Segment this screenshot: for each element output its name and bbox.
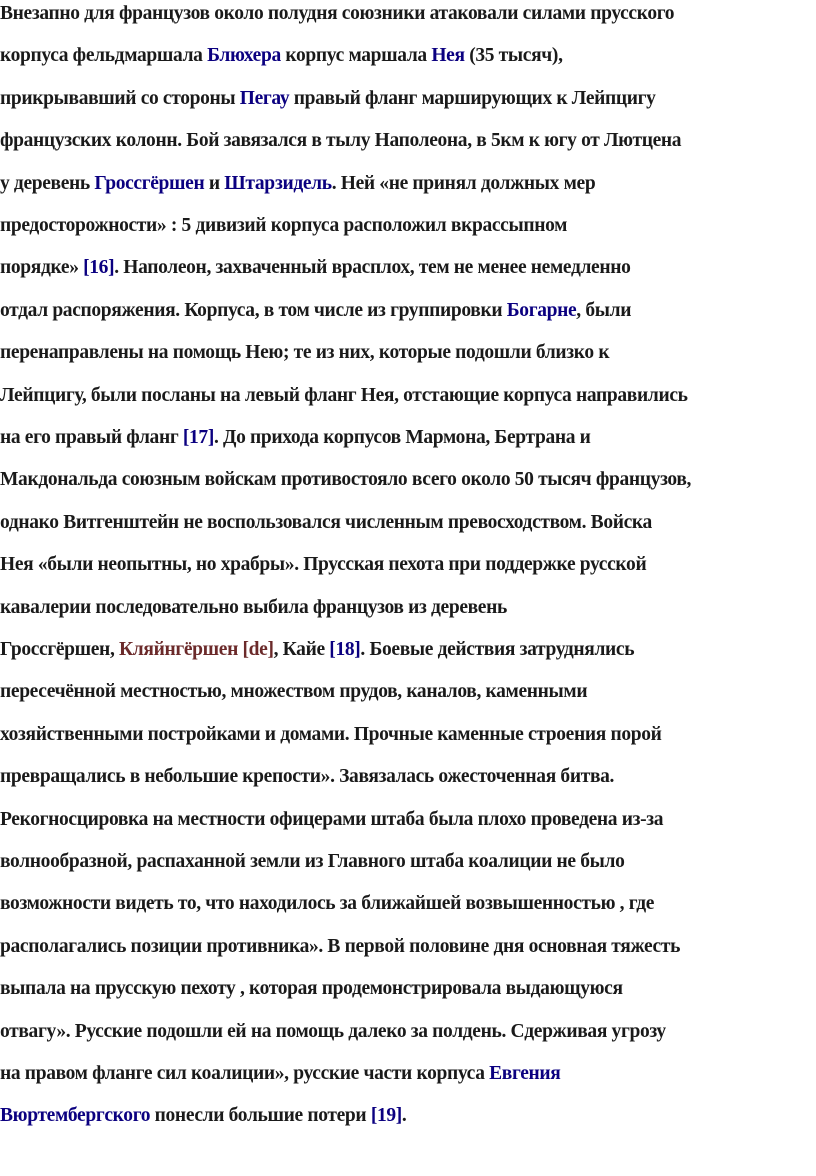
paragraph-line (0, 44, 563, 68)
text-segment: на его правый фланг (0, 427, 183, 448)
text-segment: понесли большие потери (150, 1105, 371, 1127)
text-segment: Лейпцигу, были посланы на левый фланг Нея, отстающие корпуса направились (0, 384, 688, 406)
text-segment: , были (576, 299, 632, 321)
paragraph-line (0, 723, 662, 747)
text-segment: однако Витгенштейн не воспользовался численным превосходством. Войска (0, 511, 652, 533)
paragraph-line (0, 850, 625, 874)
text-segment: перенаправлены на помощь Нею; те из них, которые подошли близко к (0, 342, 610, 364)
paragraph-line (0, 1062, 561, 1086)
text-segment: . Ней «не принял должных мер (331, 172, 596, 194)
wiki-link[interactable]: Пегау (239, 87, 290, 109)
text-segment: выпала на прусскую пехоту , которая продемонстрировала выдающуюся (0, 978, 623, 1000)
text-segment: порядке» (0, 257, 84, 279)
text-segment: Нея «были неопытны, но храбры». Прусская пехота при поддержке русской (0, 554, 647, 576)
paragraph-line (0, 299, 631, 323)
wiki-link-visited[interactable]: Кляйнгёршен (119, 639, 238, 660)
text-segment: пересечённой местностью, множеством прудов, каналов, каменными (0, 681, 588, 703)
paragraph-line (0, 1020, 666, 1044)
paragraph-line (0, 384, 688, 408)
text-segment: корпус маршала (280, 45, 432, 67)
text-segment: у деревень (0, 172, 95, 194)
paragraph-line (0, 680, 587, 704)
text-segment: Гроссгёршен, (0, 639, 119, 660)
text-segment: превращались в небольшие крепости». Завязалась ожесточенная битва. (0, 766, 615, 788)
text-segment: предосторожности» : 5 дивизий корпуса расположил вкрассыпном (0, 215, 568, 236)
citation-link[interactable]: [17] (182, 427, 214, 448)
text-segment: на правом фланге сил коалиции», русские части корпуса (0, 1063, 490, 1084)
text-segment: правый фланг марширующих к Лейпцигу (289, 87, 656, 109)
paragraph-line (0, 2, 674, 26)
paragraph-line (0, 596, 507, 620)
paragraph-line (0, 172, 595, 196)
wiki-link[interactable]: Евгения (489, 1063, 561, 1084)
paragraph-line (0, 214, 567, 238)
wiki-link[interactable]: Нея (431, 45, 465, 67)
paragraph-line (0, 808, 663, 832)
wiki-link[interactable]: Штарзидель (224, 172, 332, 194)
paragraph-line (0, 341, 609, 365)
paragraph-line (0, 765, 614, 789)
text-segment: волнообразной, распаханной земли из Главного штаба коалиции не было (0, 851, 625, 872)
text-segment: кавалерии последовательно выбила французов из деревень (0, 596, 507, 618)
paragraph-line (0, 129, 681, 153)
interlanguage-link[interactable]: [de] (242, 639, 274, 660)
paragraph-line (0, 977, 623, 1001)
citation-link[interactable]: [19] (370, 1105, 402, 1127)
paragraph-line (0, 256, 631, 280)
text-segment: возможности видеть то, что находилось за ближайшей возвышенностью , где (0, 893, 655, 915)
paragraph-line (0, 638, 634, 662)
text-segment: . До прихода корпусов Мармона, Бертрана и (213, 427, 591, 448)
citation-link[interactable]: [18] (329, 639, 361, 660)
text-segment: и (204, 172, 225, 194)
paragraph-line (0, 1104, 406, 1128)
paragraph-line (0, 553, 646, 577)
text-segment: . (401, 1105, 407, 1127)
text-segment: (35 тысяч), (464, 45, 563, 67)
text-segment: располагались позиции противника». В первой половине дня основная тяжесть (0, 935, 681, 957)
text-segment: отвагу». Русские подошли ей на помощь далеко за полдень. Сдерживая угрозу (0, 1020, 666, 1042)
paragraph-line (0, 468, 691, 492)
text-segment: . Наполеон, захваченный врасплох, тем не менее немедленно (114, 257, 631, 279)
wiki-link[interactable]: Гроссгёршен (94, 172, 205, 194)
text-segment: французских колонн. Бой завязался в тылу Наполеона, в 5км к югу от Лютцена (0, 130, 682, 152)
paragraph-line (0, 87, 656, 111)
citation-link[interactable]: [16] (83, 257, 115, 279)
text-segment: хозяйственными постройками и домами. Прочные каменные строения порой (0, 723, 662, 745)
text-segment: Рекогносцировка на местности офицерами штаба была плохо проведена из-за (0, 808, 664, 830)
wiki-link[interactable]: Блюхера (207, 45, 281, 67)
text-segment: прикрывавший со стороны (0, 87, 240, 109)
text-segment: корпуса фельдмаршала (0, 45, 208, 67)
text-segment: Внезапно для французов около полудня союзники атаковали силами прусского (0, 3, 675, 24)
paragraph-line (0, 426, 591, 450)
text-segment: . Боевые действия затруднялись (360, 639, 635, 660)
paragraph-line (0, 511, 652, 535)
text-segment: отдал распоряжения. Корпуса, в том числе из группировки (0, 299, 507, 321)
paragraph-line (0, 935, 680, 959)
wiki-link[interactable]: Вюртембергского (0, 1105, 151, 1127)
paragraph-line (0, 892, 654, 916)
text-segment: , Кайе (273, 639, 330, 660)
wiki-link[interactable]: Богарне (506, 299, 577, 321)
text-segment: Макдональда союзным войскам противостояло всего около 50 тысяч французов, (0, 469, 692, 491)
